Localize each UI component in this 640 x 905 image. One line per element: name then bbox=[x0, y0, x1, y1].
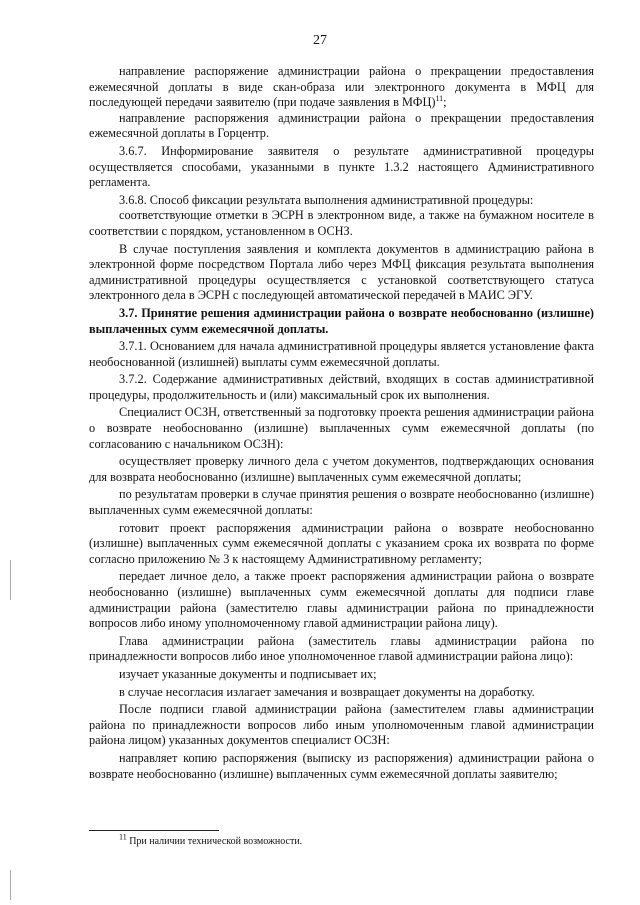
paragraph: В случае поступления заявления и комплекта документов в администрацию района в электронной форме посредством Портала либо через МФЦ фиксация результата выполнения административной процедуры осуществляется с установкой соответствующего статуса электронного дела в ЭСРН с последующей автоматической передачей в МАИС ЭГУ. bbox=[89, 241, 594, 303]
paragraph: 3.6.7. Информирование заявителя о результате административной процедуры осуществляется способами, указанными в пункте 1.3.2 настоящего Административного регламента. bbox=[89, 143, 594, 190]
paragraph: готовит проект распоряжения администрации района о возврате необоснованно (излишне) выплаченных сумм ежемесячной доплаты с указанием срока их возврата по форме согласно приложению № 3 к настоящему Административному регламенту; bbox=[89, 520, 594, 566]
scan-margin-mark bbox=[10, 870, 11, 900]
paragraph: соответствующие отметки в ЭСРН в электронном виде, а также на бумажном носителе в соответствии с порядком, установленном в ОСНЗ. bbox=[89, 208, 594, 238]
paragraph: 3.7.1. Основанием для начала административной процедуры является установление факта необоснованной (излишней) выплаты сумм ежемесячной доплаты. bbox=[89, 339, 594, 369]
paragraph: изучает указанные документы и подписывает их; bbox=[119, 666, 377, 681]
scan-margin-mark bbox=[10, 560, 11, 600]
section-heading: 3.7. Принятие решения администрации района о возврате необоснованно (излишне) выплаченных сумм ежемесячной доплаты. bbox=[89, 305, 594, 336]
paragraph bbox=[89, 64, 594, 111]
document-body bbox=[89, 64, 594, 782]
footnote-reference: 11 bbox=[435, 94, 444, 104]
paragraph: После подписи главой администрации района (заместителем главы администрации района по принадлежности вопросов либо иным уполномоченным главой администрации района лицом) указанных документов специалист ОСЗН: bbox=[89, 702, 594, 748]
paragraph: по результатам проверки в случае принятия решения о возврате необоснованно (излишне) выплаченных сумм ежемесячной доплаты: bbox=[89, 487, 594, 518]
footnote bbox=[119, 832, 303, 848]
footnote-marker: 11 bbox=[119, 832, 127, 842]
footnote-divider bbox=[89, 830, 219, 831]
paragraph: направление распоряжения администрации района о прекращении предоставления ежемесячной доплаты в Горцентр. bbox=[89, 110, 594, 141]
page-number: 27 bbox=[313, 33, 327, 48]
paragraph-text: направление распоряжение администрации района о прекращении предоставления ежемесячной доплаты в виде скан-образа или электронного документа в МФЦ для последующей передачи заявителю (при подаче заявления в МФЦ) bbox=[89, 64, 594, 110]
paragraph: 3.6.8. Способ фиксации результата выполнения административной процедуры: bbox=[119, 192, 534, 207]
paragraph: 3.7.2. Содержание административных действий, входящих в состав административной процедуры, продолжительность и (или) максимальный срок их выполнения. bbox=[89, 372, 594, 402]
footnote-text: При наличии технической возможности. bbox=[129, 836, 303, 847]
paragraph: передает личное дело, а также проект распоряжения администрации района о возврате необоснованно (излишне) выплаченных сумм ежемесячной доплаты для подписи главе администрации района (заместителю главы администрации района по принадлежности вопросов либо иному уполномоченному главой администрации района лицу). bbox=[89, 569, 594, 631]
paragraph: Глава администрации района (заместитель главы администрации района по принадлежности вопросов либо иное уполномоченное главой администрации района лицо): bbox=[89, 633, 594, 664]
punctuation: ; bbox=[443, 95, 447, 110]
paragraph: Специалист ОСЗН, ответственный за подготовку проекта решения администрации района о возврате необоснованно (излишне) выплаченных сумм ежемесячной доплаты (по согласованию с начальником ОСЗН): bbox=[89, 405, 594, 451]
paragraph: в случае несогласия излагает замечания и возвращает документы на доработку. bbox=[119, 684, 535, 699]
paragraph: направляет копию распоряжения (выписку из распоряжения) администрации района о возврате необоснованно (излишне) выплаченных сумм ежемесячной доплаты заявителю; bbox=[89, 750, 594, 781]
paragraph: осуществляет проверку личного дела с учетом документов, подтверждающих основания для возврата необоснованно (излишне) выплаченных сумм ежемесячной доплаты; bbox=[89, 454, 594, 484]
